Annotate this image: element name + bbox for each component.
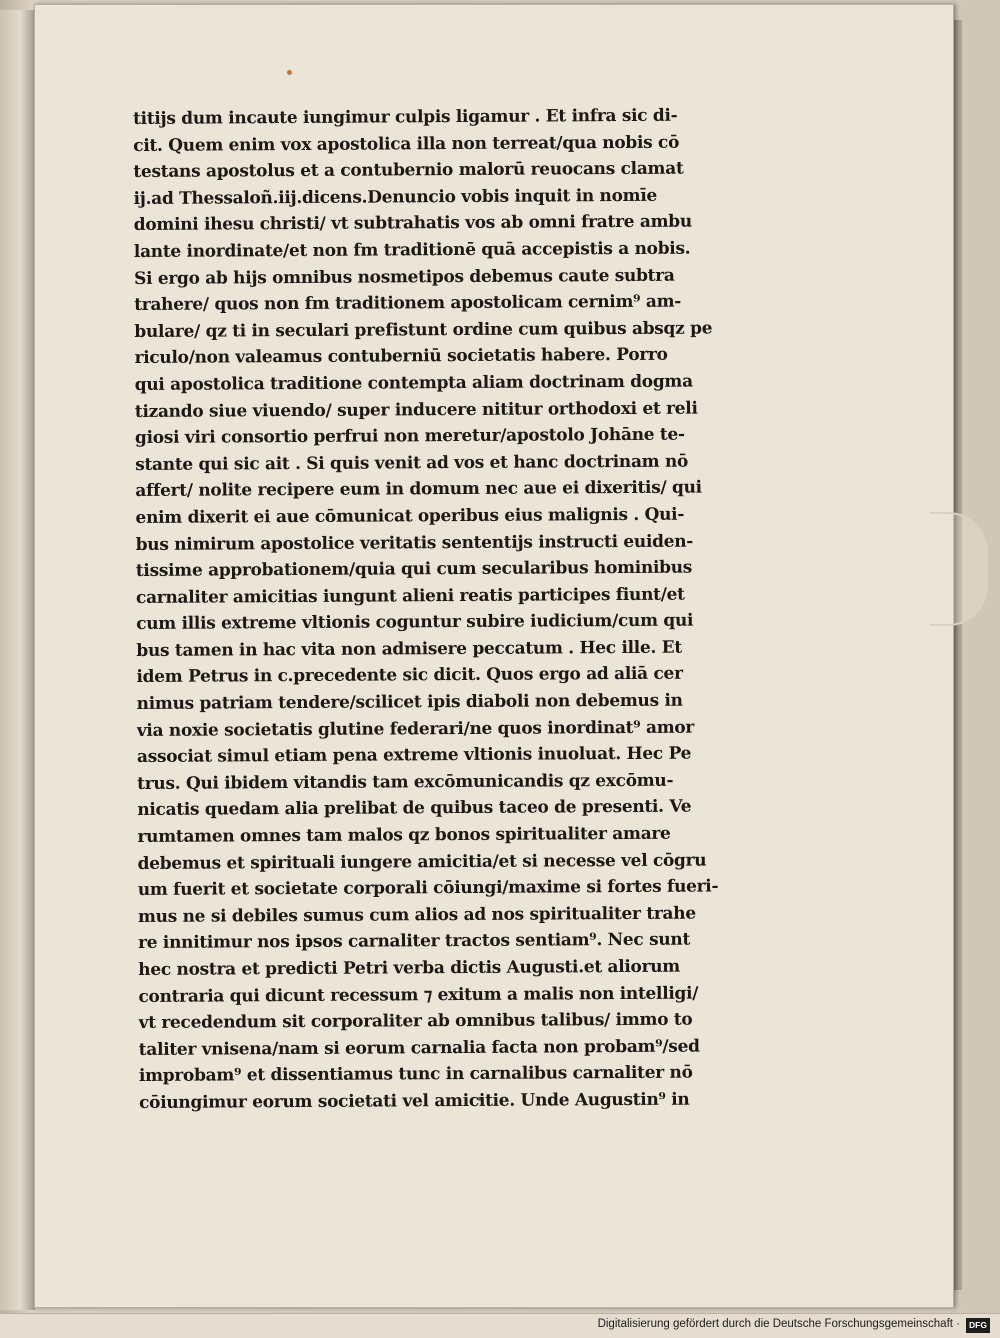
text-line: bulare/ qz ti in seculari prefistunt ordine cum quibus absqz pe (134, 318, 713, 342)
text-line: re innitimur nos ipsos carnaliter tractos sentiam⁹. Nec sunt (138, 930, 691, 954)
text-line: idem Petrus in c.precedente sic dicit. Quos ergo ad aliā cer (136, 664, 683, 688)
text-line: cit. Quem enim vox apostolica illa non terreat/qua nobis cō (133, 132, 680, 156)
text-line: testans apostolus et a contubernio malorū reuocans clamat (133, 158, 684, 183)
text-line: ij.ad Thessaloñ.iij.dicens.Denuncio vobis inquit in nomīe (133, 185, 658, 209)
text-line: bus nimirum apostolice veritatis sententijs instructi euiden- (135, 531, 694, 555)
text-line: enim dixerit ei aue cōmunicat operibus eius malignis . Qui- (135, 504, 685, 528)
book-left-edge (0, 10, 35, 1310)
text-line: qui apostolica traditione contempta aliam doctrinam dogma (134, 371, 693, 395)
text-line: lante inordinate/et non fm traditionē quā accepistis a nobis. (133, 238, 691, 262)
text-line: tizando siue viuendo/ super inducere nititur orthodoxi et reli (134, 398, 698, 422)
ink-speck (287, 70, 292, 75)
footer-bar (0, 1313, 1000, 1338)
text-line: trus. Qui ibidem vitandis tam excōmunicandis qz excōmu- (137, 770, 674, 794)
text-line: nimus patriam tendere/scilicet ipis diaboli non debemus in (136, 690, 683, 715)
text-line: rumtamen omnes tam malos qz bonos spiritualiter amare (137, 823, 671, 848)
text-line: riculo/non valeamus contuberniū societatis habere. Porro (134, 345, 668, 369)
text-line: nicatis quedam alia prelibat de quibus taceo de presenti. Ve (137, 797, 692, 821)
text-line: domini ihesu christi/ vt subtrahatis vos ab omni fratre ambu (133, 211, 692, 236)
text-line: via noxie societatis glutine federari/ne quos inordinat⁹ amor (136, 717, 695, 741)
dfg-logo: DFG (966, 1318, 990, 1333)
text-line: contraria qui dicunt recessum ⁊ exitum a malis non intelligi/ (138, 983, 699, 1007)
text-line: stante qui sic ait . Si quis venit ad vos et hanc doctrinam nō (135, 451, 689, 475)
text-line: bus tamen in hac vita non admisere peccatum . Hec ille. Et (136, 637, 682, 661)
text-line: associat simul etiam pena extreme vltionis inuoluat. Hec Pe (136, 743, 692, 768)
text-line: vt recedendum sit corporaliter ab omnibus talibus/ immo to (138, 1009, 693, 1034)
text-line: debemus et spirituali iungere amicitia/et si necesse vel cōgru (137, 850, 707, 874)
text-line: improbam⁹ et dissentiamus tunc in carnalibus carnaliter nō (138, 1062, 693, 1087)
text-line: tissime approbationem/quia qui cum secularibus hominibus (135, 557, 693, 582)
text-line: Si ergo ab hijs omnibus nosmetipos debemus caute subtra (133, 265, 675, 289)
text-line: giosi viri consortio perfrui non meretur/apostolo Johāne te- (134, 424, 685, 449)
page-marker-tab (930, 512, 988, 626)
text-line: carnaliter amicitias iungunt alieni reatis participes fiunt/et (135, 584, 685, 608)
text-line: affert/ nolite recipere eum in domum nec aue ei dixeritis/ qui (135, 477, 702, 502)
text-line: taliter vnisena/nam si eorum carnalia facta non probam⁹/sed (138, 1036, 700, 1060)
text-line: cum illis extreme vltionis coguntur subire iudicium/cum qui (136, 610, 694, 635)
digitization-credit: Digitalisierung gefördert durch die Deutsche Forschungsgemeinschaft · (597, 1318, 960, 1330)
text-line: titijs dum incaute iungimur culpis ligamur . Et infra sic di- (133, 105, 678, 129)
printed-text-block (133, 102, 779, 1116)
text-line: trahere/ quos non fm traditionem apostolicam cernim⁹ am- (134, 291, 682, 316)
text-line: mus ne si debiles sumus cum alios ad nos spiritualiter trahe (137, 903, 696, 927)
text-line: um fuerit et societate corporali cōiungi/maxime si fortes fueri- (137, 876, 719, 901)
text-line: hec nostra et predicti Petri verba dictis Augusti.et aliorum (138, 956, 681, 980)
text-line: cōiungimur eorum societati vel amicitie. Unde Augustin⁹ in (139, 1089, 690, 1113)
